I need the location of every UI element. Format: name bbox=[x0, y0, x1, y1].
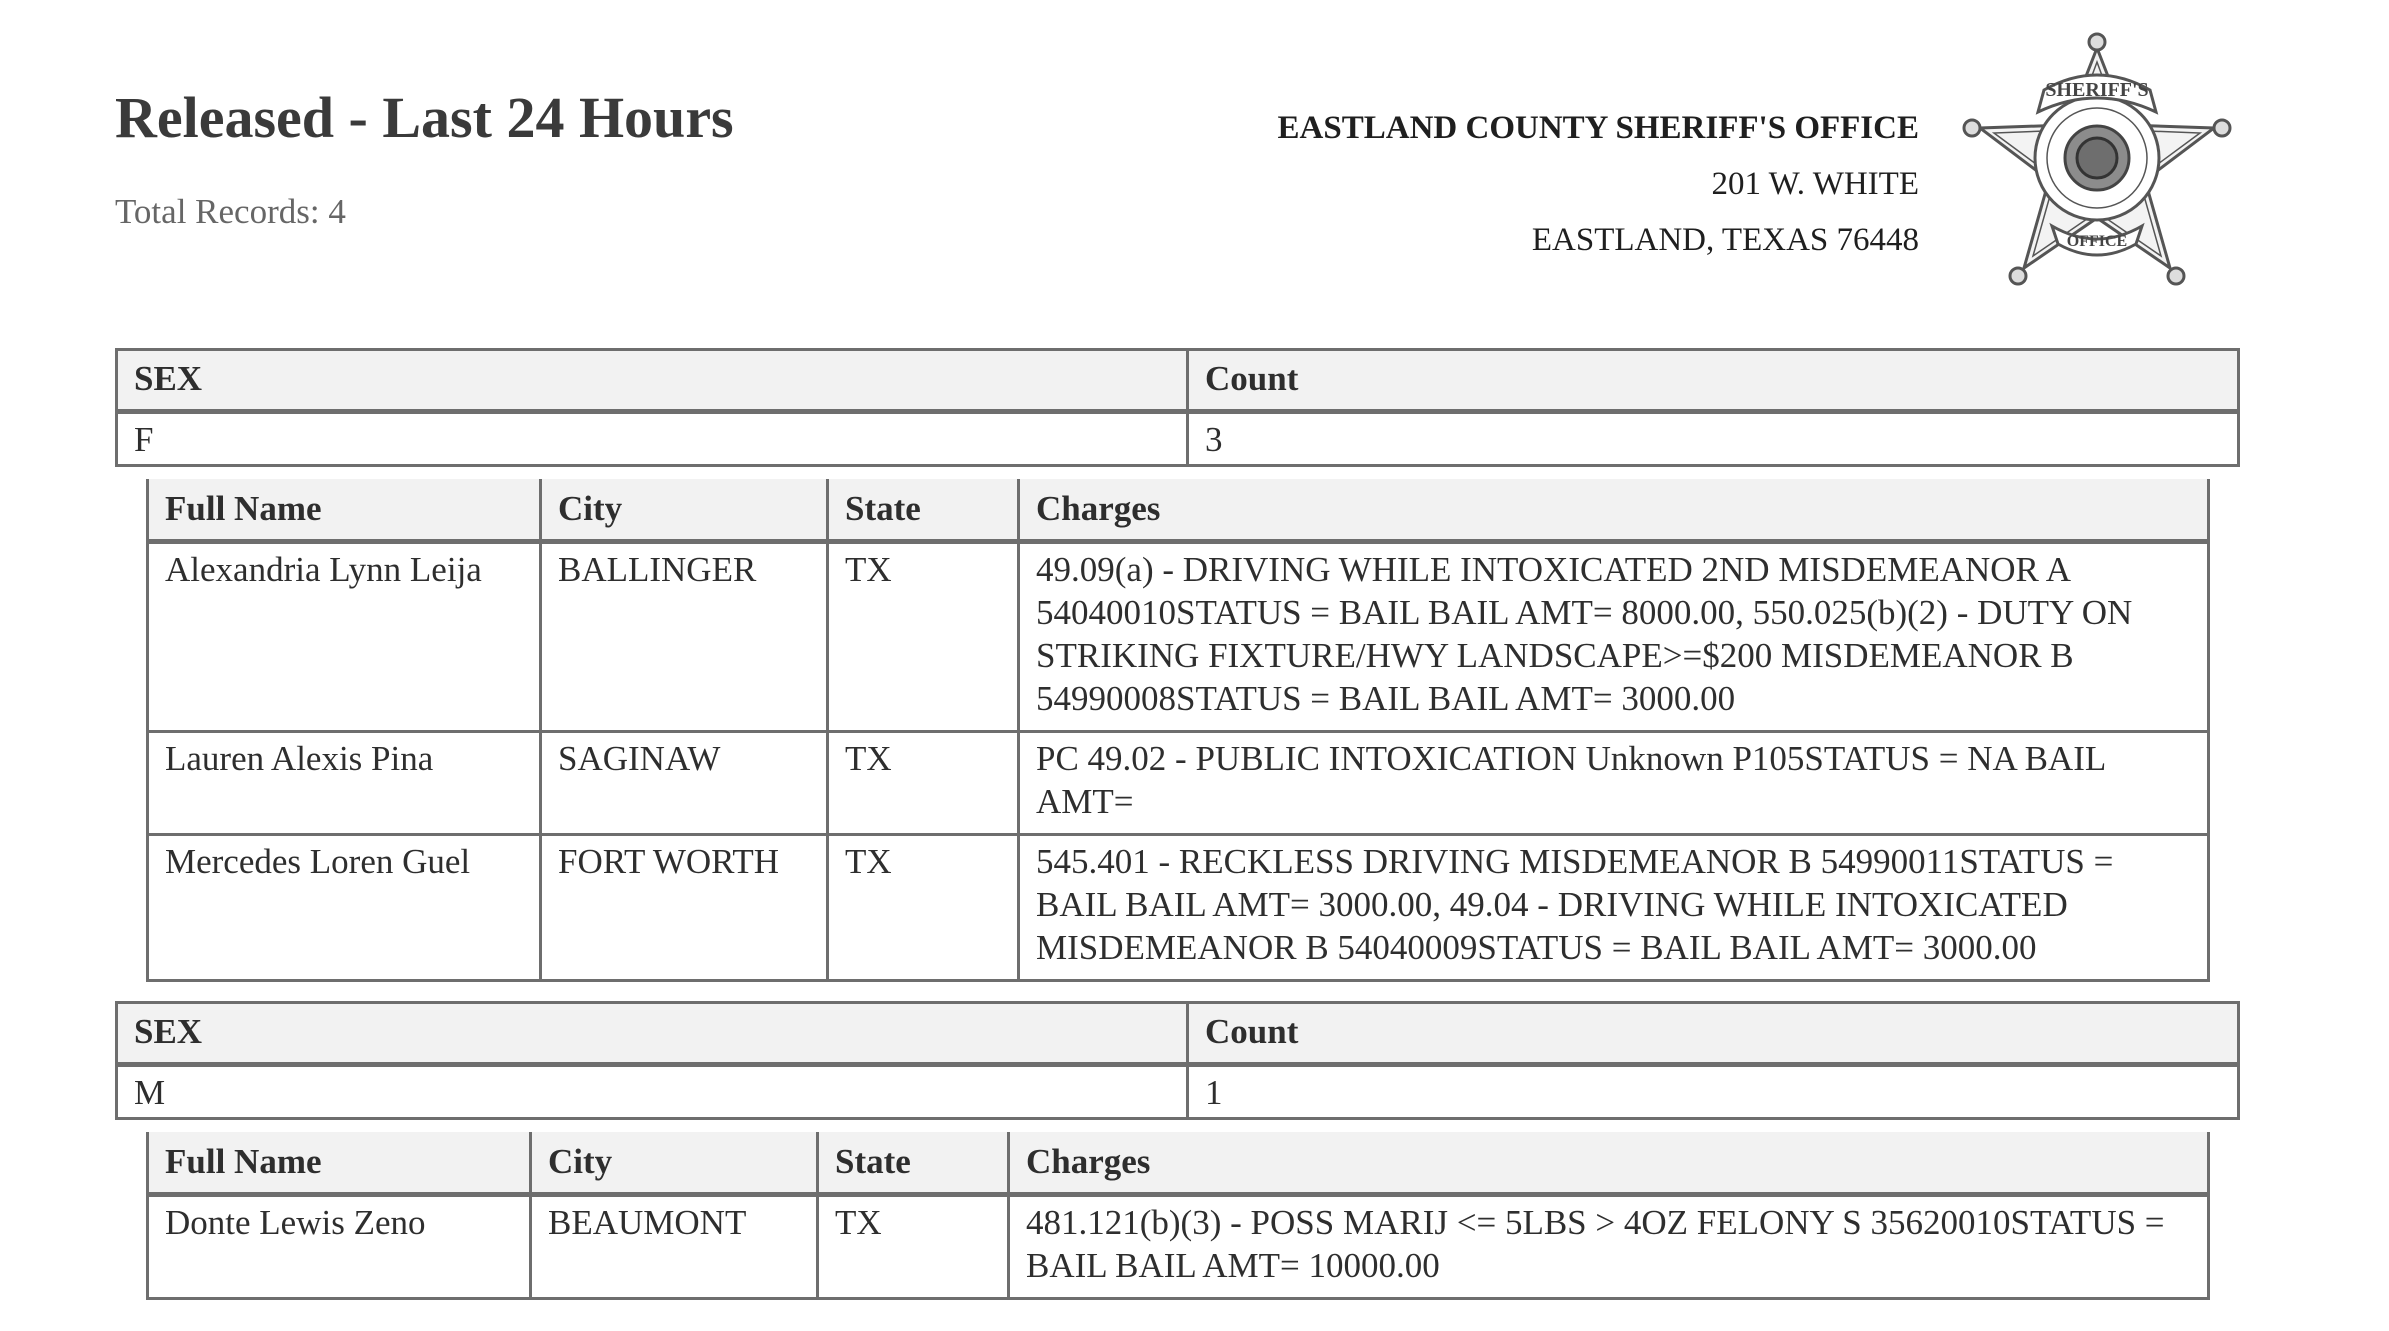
full-name-cell: Alexandria Lynn Leija bbox=[148, 542, 541, 732]
charges-cell: 481.121(b)(3) - POSS MARIJ <= 5LBS > 4OZ FELONY S 35620010STATUS = BAIL BAIL AMT= 10000.00 bbox=[1009, 1195, 2209, 1299]
office-name: EASTLAND COUNTY SHERIFF'S OFFICE bbox=[1277, 110, 1919, 146]
charges-column-header: Charges bbox=[1019, 479, 2209, 542]
total-records: Total Records: 4 bbox=[115, 192, 346, 231]
sex-summary-table-f bbox=[115, 348, 2240, 467]
city-cell: BEAUMONT bbox=[531, 1195, 818, 1299]
full-name-column-header: Full Name bbox=[148, 1132, 531, 1195]
charges-cell: PC 49.02 - PUBLIC INTOXICATION Unknown P105STATUS = NA BAIL AMT= bbox=[1019, 732, 2209, 835]
state-cell: TX bbox=[828, 732, 1019, 835]
state-cell: TX bbox=[828, 542, 1019, 732]
released-records-table-m bbox=[146, 1132, 2210, 1300]
charges-cell: 545.401 - RECKLESS DRIVING MISDEMEANOR B 54990011STATUS = BAIL BAIL AMT= 3000.00, 49.04 - DRIVING WHILE INTOXICATED MISDEMEANOR B 54040009STATUS = BAIL BAIL AMT= 3000.00 bbox=[1019, 835, 2209, 981]
count-column-header: Count bbox=[1188, 350, 2239, 412]
released-records-table-f bbox=[146, 479, 2210, 982]
office-address-line1: 201 W. WHITE bbox=[1711, 166, 1919, 202]
table-row bbox=[148, 835, 2209, 981]
state-cell: TX bbox=[818, 1195, 1009, 1299]
sheriff-star-badge-icon bbox=[1952, 30, 2242, 305]
office-info bbox=[1278, 100, 1919, 268]
city-cell: SAGINAW bbox=[541, 732, 828, 835]
city-cell: BALLINGER bbox=[541, 542, 828, 732]
count-value: 1 bbox=[1188, 1065, 2239, 1119]
full-name-cell: Lauren Alexis Pina bbox=[148, 732, 541, 835]
full-name-cell: Mercedes Loren Guel bbox=[148, 835, 541, 981]
badge-top-text: SHERIFF'S bbox=[2045, 79, 2149, 101]
sex-column-header: SEX bbox=[117, 350, 1188, 412]
table-row bbox=[148, 542, 2209, 732]
count-column-header: Count bbox=[1188, 1003, 2239, 1065]
charges-cell: 49.09(a) - DRIVING WHILE INTOXICATED 2ND MISDEMEANOR A 54040010STATUS = BAIL BAIL AMT= 8000.00, 550.025(b)(2) - DUTY ON STRIKING FIXTURE/HWY LANDSCAPE>=$200 MISDEMEANOR B 54990008STATUS = BAIL BAIL AMT= 3000.00 bbox=[1019, 542, 2209, 732]
city-column-header: City bbox=[531, 1132, 818, 1195]
full-name-column-header: Full Name bbox=[148, 479, 541, 542]
table-row bbox=[148, 1195, 2209, 1299]
city-column-header: City bbox=[541, 479, 828, 542]
charges-column-header: Charges bbox=[1009, 1132, 2209, 1195]
sex-summary-table-m bbox=[115, 1001, 2240, 1120]
city-cell: FORT WORTH bbox=[541, 835, 828, 981]
page-title: Released - Last 24 Hours bbox=[115, 85, 734, 150]
sex-value: F bbox=[117, 412, 1188, 466]
state-cell: TX bbox=[828, 835, 1019, 981]
sex-column-header: SEX bbox=[117, 1003, 1188, 1065]
count-value: 3 bbox=[1188, 412, 2239, 466]
state-column-header: State bbox=[828, 479, 1019, 542]
sex-value: M bbox=[117, 1065, 1188, 1119]
state-column-header: State bbox=[818, 1132, 1009, 1195]
table-row bbox=[148, 732, 2209, 835]
badge-bottom-text: OFFICE bbox=[2066, 233, 2128, 250]
office-address-line2: EASTLAND, TEXAS 76448 bbox=[1531, 222, 1919, 258]
full-name-cell: Donte Lewis Zeno bbox=[148, 1195, 531, 1299]
